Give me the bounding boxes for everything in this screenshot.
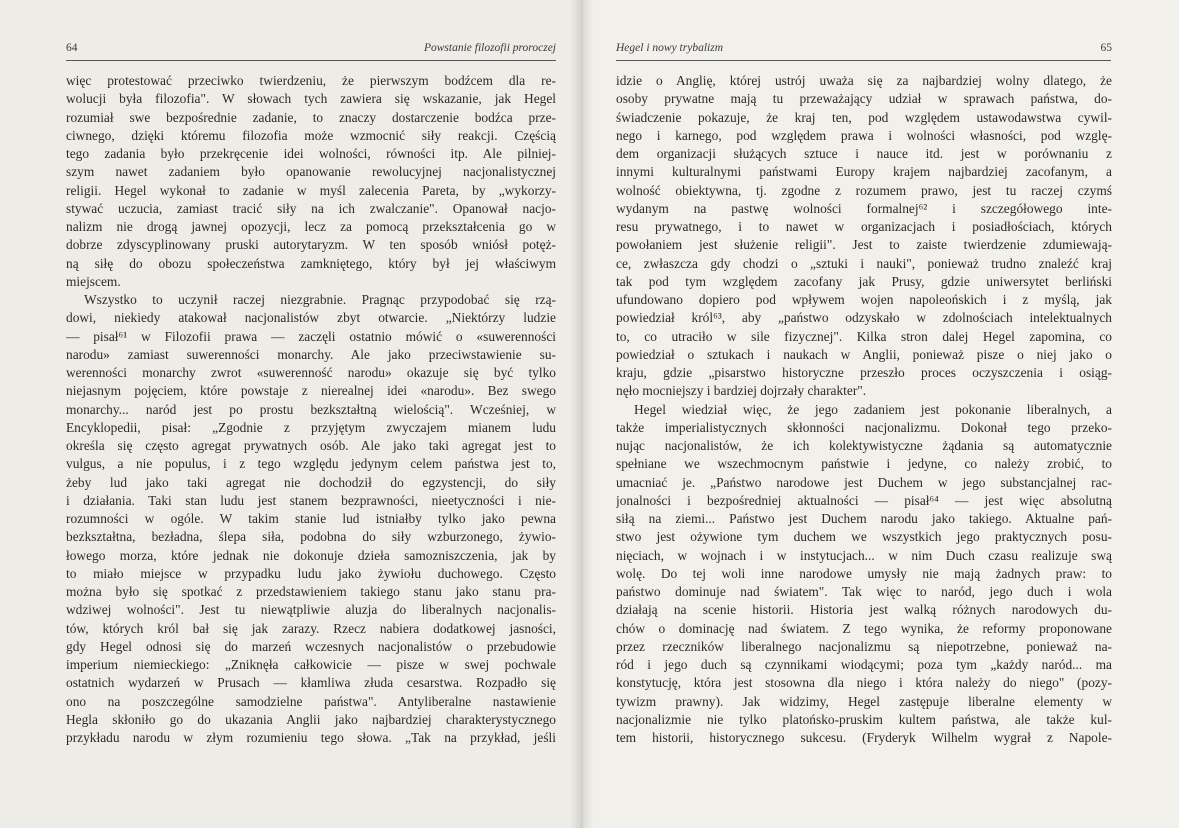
running-title: Hegel i nowy trybalizm [616,42,723,54]
text-line: także imperialistycznych skłonności nacjonalizmu. Dokonał tego przeko- [616,419,1112,435]
text-line: jonalności i bezpośredniej aktualności — pisał⁶⁴ — jest więc absolutną [616,492,1112,508]
text-line: tak pod tym względem zacofany jak Prusy, gdzie uniwersytet berliński [616,273,1112,289]
text-line: tywizm prawny). Jak widzimy, Hegel zastępuje liberalne elementy w [616,693,1112,709]
text-line: ce, zwłaszcza gdy chodzi o „sztuki i nauki", ponieważ trudno znaleźć kraj [616,255,1112,271]
running-title: Powstanie filozofii proroczej [423,42,556,54]
text-line: nując nacjonalistów, że ich kolektywistyczne żądania są automatycznie [616,438,1112,453]
text-line: łowego morza, które jednak nie dokonuje dzieła samozniszczenia, jak by [66,547,556,563]
left-page-body [66,72,556,747]
text-line: przez rzeczników liberalnego nacjonalizmu są niepotrzebne, ponieważ na- [616,638,1112,654]
text-line: wolucji była filozofia". W słowach tych zawiera się wskazanie, jak Hegel [66,91,556,107]
text-line: to miało miejsce w przypadku ludu jako żywiołu duchowego. Często [66,565,556,581]
text-line: imperium niemieckiego: „Zniknęła całkowicie — pisze w swej pochwale [66,657,556,672]
text-line: określa się często agregat prywatnych osób. Ale jako taki agregat jest to [66,438,556,453]
text-line: działają na scenie historii. Historia jest walką różnych narodowych du- [616,602,1112,618]
text-line: powiedział król⁶³, aby „państwo odzyskało w zdolnościach intelektualnych [616,310,1112,326]
left-page [0,0,582,828]
text-line: chów o dominację nad światem. Z tego wynika, że reformy proponowane [616,620,1112,636]
text-line: spełniane we wszechmocnym państwie i jedyne, co należy zrobić, to [616,456,1112,472]
text-line: stwo jest ożywione tym duchem we wszystkich jego praktycznych posu- [616,529,1112,545]
text-line: konstytucję, która jest stosowna dla niego i która należy do niego" (pozy- [616,675,1112,691]
text-line: ciwnego, dzięki któremu filozofia może wzmocnić siły reakcji. Częścią [66,127,556,143]
text-line: Wszystko to uczynił raczej niezgrabnie. Pragnąc przypodobać się rzą- [84,292,556,307]
text-line: Encyklopedii, pisał: „Zgodnie z przyjętym zwyczajem mianem ludu [66,419,556,435]
text-line: przykładu narodu w złym rozumieniu tego słowa. „Tak na przykład, jeśli [66,730,556,745]
text-line: państwo dominuje nad światem". Tak więc to naród, jego duch i wola [616,584,1112,599]
text-line: więc protestować przeciwko twierdzeniu, że pierwszym bodźcem dla re- [66,73,556,88]
header-rule [66,60,556,61]
text-line: innymi kulturalnymi państwami Europy krajem najbardziej zacofanym, a [616,164,1112,180]
text-line: Hegla skłoniło go do ukazania Anglii jako najbardziej charakterystycznego [66,711,556,727]
page-number: 64 [66,42,78,54]
text-line: i działania. Taki stan ludu jest stanem bezprawności, nieetyczności i nie- [66,492,556,508]
text-line: resu prywatnego, i to nawet w organizacjach i posiadłościach, których [616,219,1112,234]
text-line: świadczenie pokazuje, że kraj ten, pod względem ustawodawstwa cywil- [616,109,1112,125]
text-line: rozumności w ogóle. W takim stanie lud istniałby tylko jako pewna [66,511,556,526]
text-line: vulgus, a nie populus, i z tego względu jedynym celem państwa jest to, [66,456,556,472]
text-line: rozumiał swe bezpośrednie zadanie, to znaczy dostarczenie bodźca prze- [66,109,556,125]
text-line: nacjonalizmie nie tylko platońsko-pruskim kultem państwa, ale także kul- [616,711,1112,727]
text-line: religii. Hegel wykonał to zadanie w myśl zalecenia Pareta, by „wykorzy- [66,182,556,198]
text-line: nięciach, w wojnach i w instytucjach... w nim Duch czasu realizuje swą [616,547,1112,563]
text-line: niejasnym pojęciem, które powstaje z nierealnej idei «narodu». Bez swego [66,383,556,399]
text-line: powołaniem jest służenie religii". Jest to zaiste twierdzenie zdumiewają- [616,237,1112,253]
text-line: można było się spotkać z przedstawieniem takiego stanu jako stanu pra- [66,584,556,599]
text-line: to, co utraciło w sile fizycznej". Kilka stron dalej Hegel zapomina, co [616,328,1112,344]
text-line: wolę. Do tej woli inne narodowe umysły nie mają żadnych praw: to [616,565,1112,581]
right-page-body [616,72,1112,747]
text-line: tów, których król bał się jak zarazy. Rzecz nabiera dodatkowej jasności, [66,620,556,636]
text-line: kraju, gdzie „pisarstwo historyczne przeszło proces oczyszczenia i osiąg- [616,365,1112,380]
text-line: ród i jego duch są czynnikami wiodącymi; poza tym „każdy naród... ma [616,657,1112,672]
text-line: dowi, niekiedy atakował nacjonalistów zbyt otwarcie. „Niektórzy ludzie [66,310,556,326]
text-line: werenności monarchy zwrot «suwerenność narodu» okazuje się być tylko [66,365,556,380]
text-line: tego zadania było przekręcenie idei wolności, równości itp. Ale pilniej- [66,146,556,161]
text-line: dobrze zdyscyplinowany pruski autorytaryzm. W ten sposób wniósł potęż- [66,237,556,253]
text-line: — pisał⁶¹ w Filozofii prawa — zaczęli ostatnio mówić o «suwerenności [66,328,556,344]
text-line: miejscem. [66,273,121,289]
text-line: idzie o Anglię, której ustrój uważa się za najbardziej wolny dlatego, że [616,73,1112,88]
text-line: monarchy... naród jest po prostu bezkształtną wielością". Wcześniej, w [66,401,556,417]
text-line: wdziwej wolności". Jest tu niewątpliwie aluzja do liberalnych nacjonalis- [66,602,556,618]
text-line: wolność obiektywna, tj. zgodne z rozumem prawo, jest tu raczej czymś [616,182,1112,198]
text-line: gdy Hegel odnosi się do marzeń wczesnych nacjonalistów o przebudowie [66,638,556,654]
text-line: narodu» zamiast suwerenności monarchy. Ale jako przeciwstawienie su- [66,346,556,362]
right-page [582,0,1179,828]
text-line: osoby prywatne mają tu przeważający udział w sprawach państwa, do- [616,91,1112,107]
text-line: ufundowano dopiero pod wpływem wojen napoleońskich i z myślą, jak [616,292,1112,307]
text-line: tem historii, historycznego sukcesu. (Fryderyk Wilhelm wygrał z Napole- [616,730,1112,745]
book-gutter [570,0,594,828]
text-line: Hegel wiedział więc, że jego zadaniem jest pokonanie liberalnych, a [634,401,1112,417]
page-number: 65 [1100,42,1112,54]
text-line: stywać uczucia, zamiast tracić siły na ich zwalczanie". Opanował nacjo- [66,200,556,216]
text-line: dem organizacji służących sztuce i nauce itd. jest w porównaniu z [616,146,1112,161]
text-line: nego i karnego, pod względem prawa i wolności własności, pod wzglę- [616,127,1112,143]
text-line: umacniać je. „Państwo narodowe jest Duchem w jego substancjalnej rac- [616,474,1112,490]
text-line: ono na poszczególne samodzielne państwa". Antyliberalne nastawienie [66,693,556,709]
text-line: żeby lud jako taki agregat nie dochodził do egzystencji, do siły [66,474,556,490]
text-line: ostatnich wydarzeń w Prusach — kłamliwa złuda cesarstwa. Rozpadło się [66,675,556,691]
header-rule [616,60,1111,61]
text-line: ną siłę do obozu społeczeństwa zamkniętego, który był jej właściwym [66,255,556,271]
text-line: bezkształtna, bezładna, ślepa siła, podobna do siły wzburzonego, żywio- [66,529,556,545]
text-line: nalizm nie drogą jawnej opozycji, lecz za pomocą przekształcenia go w [66,219,556,234]
text-line: powiedział o sztukach i naukach w Anglii, ponieważ pisze o niej jako o [616,346,1112,362]
text-line: wydanym na pastwę wolności formalnej⁶² i szczegółowego inte- [616,200,1112,216]
text-line: siłą na ziemi... Państwo jest Duchem narodu jako takiego. Aktualne pań- [616,511,1112,526]
text-line: szym nawet zadaniem było opanowanie rewolucyjnej nacjonalistycznej [66,164,556,180]
text-line: nęło mocniejszy i bardziej dojrzały charakter". [616,383,867,399]
